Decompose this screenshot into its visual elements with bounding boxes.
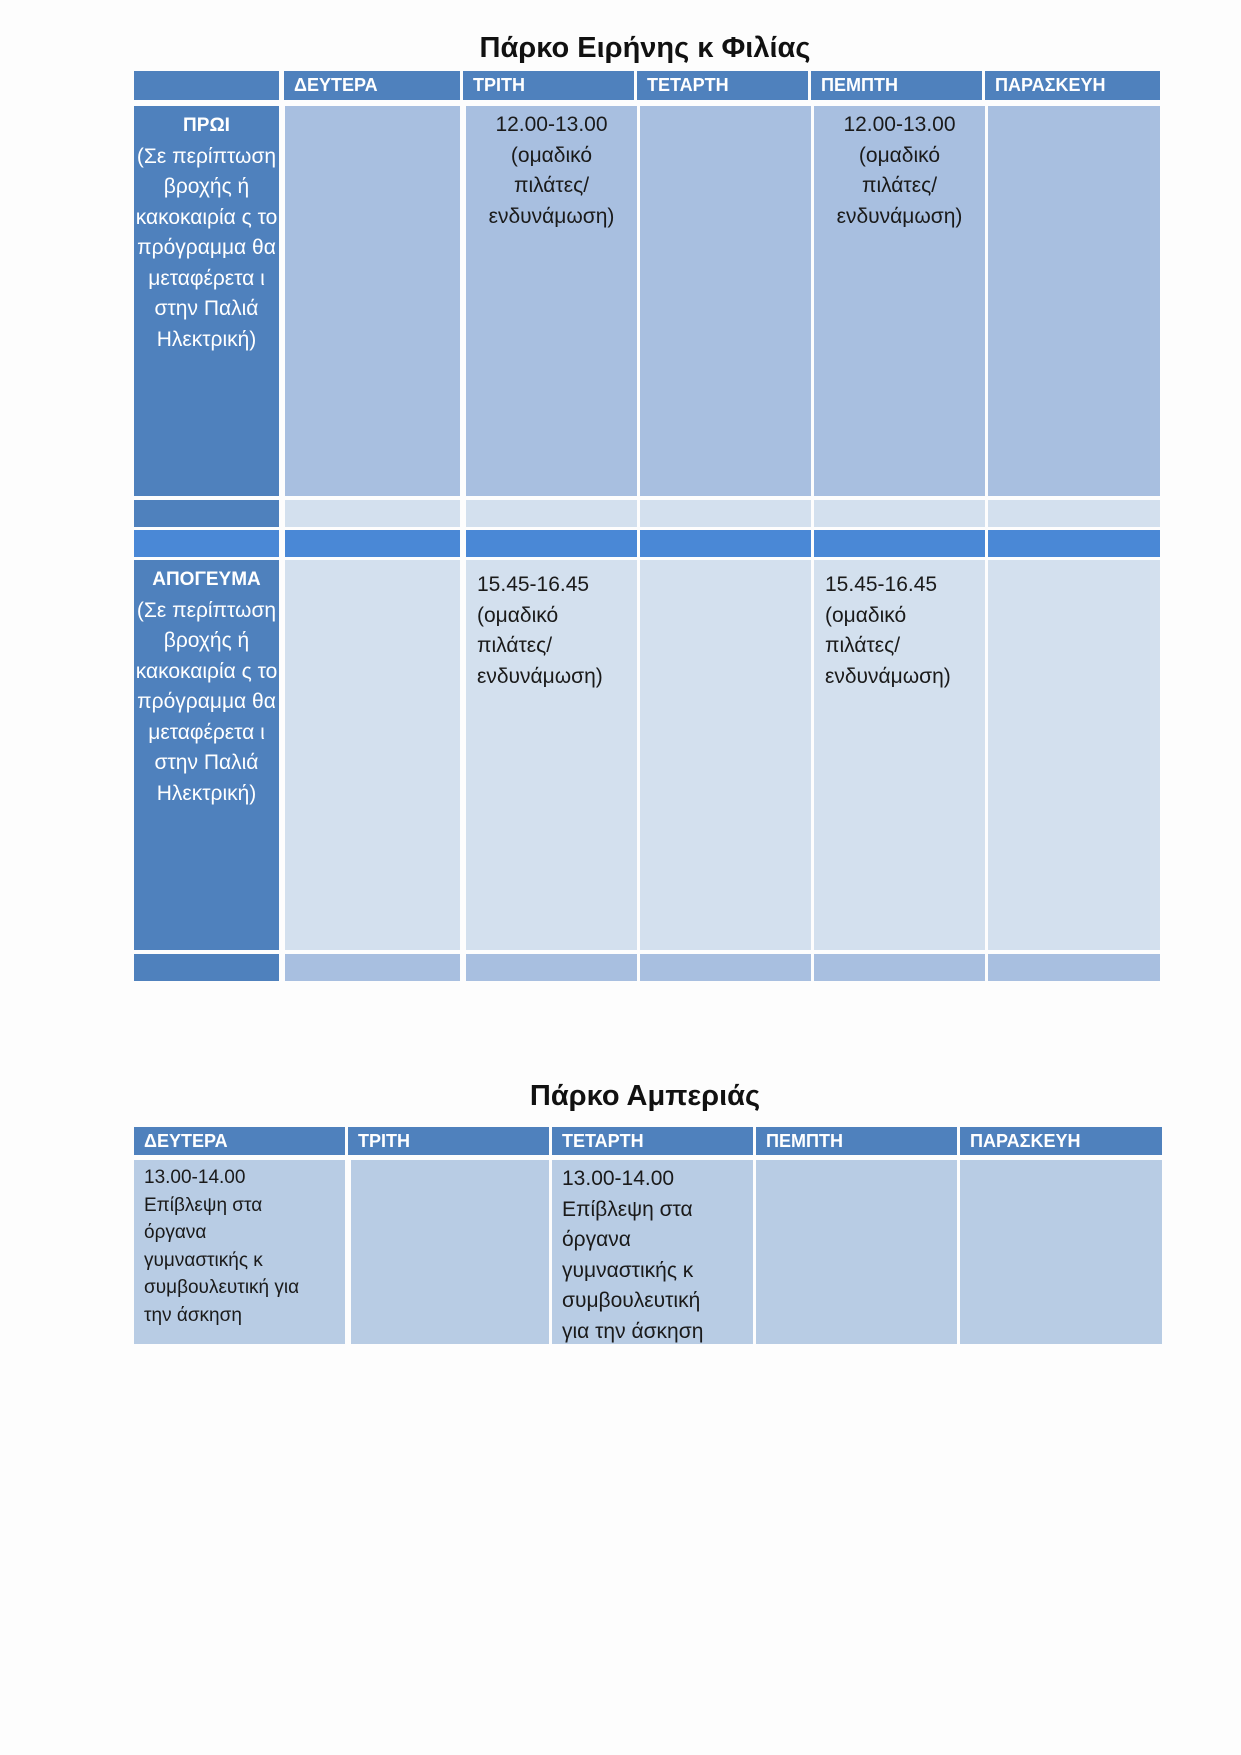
spacer-cell	[285, 500, 460, 527]
header-day-wed: ΤΕΤΑΡΤΗ	[637, 71, 808, 100]
afternoon-label: ΑΠΟΓΕΥΜΑ	[152, 569, 261, 590]
morning-wed-cell	[640, 106, 811, 496]
divider-cell	[814, 530, 985, 557]
divider-cell	[466, 530, 637, 557]
divider-cell	[988, 530, 1160, 557]
header-day-mon: ΔΕΥΤΕΡΑ	[284, 71, 460, 100]
morning-fri-cell	[988, 106, 1160, 496]
bottom-cell	[814, 954, 985, 981]
afternoon-note: (Σε περίπτωση βροχής ή κακοκαιρία ς το πρόγραμμα θα μεταφέρετα ι στην Παλιά Ηλεκτρική)	[135, 598, 278, 805]
bottom-cell	[988, 954, 1160, 981]
spacer-cell	[640, 500, 811, 527]
park2-thu-cell	[756, 1160, 957, 1344]
morning-label: ΠΡΩΙ	[183, 115, 230, 136]
bottom-label	[134, 954, 279, 981]
afternoon-mon-cell	[285, 560, 460, 950]
morning-mon-cell	[285, 106, 460, 496]
park2-header-thu: ΠΕΜΠΤΗ	[756, 1127, 957, 1155]
morning-tue-cell: 12.00-13.00 (ομαδικό πιλάτες/ ενδυνάμωση)	[466, 106, 637, 496]
divider-cell	[640, 530, 811, 557]
afternoon-tue-cell: 15.45-16.45 (ομαδικό πιλάτες/ ενδυνάμωση)	[466, 560, 637, 950]
park2-header-wed: ΤΕΤΑΡΤΗ	[552, 1127, 753, 1155]
afternoon-thu-cell: 15.45-16.45 (ομαδικό πιλάτες/ ενδυνάμωση)	[814, 560, 985, 950]
divider-cell	[285, 530, 460, 557]
bottom-cell	[466, 954, 637, 981]
park2-fri-cell	[960, 1160, 1162, 1344]
row-label-afternoon	[134, 560, 279, 950]
spacer-cell	[466, 500, 637, 527]
header-day-tue: ΤΡΙΤΗ	[463, 71, 634, 100]
row-label-morning	[134, 106, 279, 496]
header-day-fri: ΠΑΡΑΣΚΕΥΗ	[985, 71, 1160, 100]
spacer-cell	[814, 500, 985, 527]
park2-header-mon: ΔΕΥΤΕΡΑ	[134, 1127, 345, 1155]
park2-wed-cell: 13.00-14.00 Επίβλεψη στα όργανα γυμναστικής κ συμβουλευτική για την άσκηση	[552, 1160, 753, 1344]
park2-mon-cell: 13.00-14.00 Επίβλεψη στα όργανα γυμναστικής κ συμβουλευτική για την άσκηση	[134, 1160, 345, 1344]
header-corner	[134, 71, 279, 100]
afternoon-wed-cell	[640, 560, 811, 950]
park2-header-fri: ΠΑΡΑΣΚΕΥΗ	[960, 1127, 1162, 1155]
morning-note: (Σε περίπτωση βροχής ή κακοκαιρία ς το πρόγραμμα θα μεταφέρετα ι στην Παλιά Ηλεκτρική)	[135, 144, 278, 351]
morning-thu-cell: 12.00-13.00 (ομαδικό πιλάτες/ ενδυνάμωση)	[814, 106, 985, 496]
park2-title: Πάρκο Αμπεριάς	[529, 1080, 761, 1112]
park2-tue-cell	[351, 1160, 549, 1344]
divider-label	[134, 530, 279, 557]
bottom-cell	[640, 954, 811, 981]
bottom-cell	[285, 954, 460, 981]
afternoon-fri-cell	[988, 560, 1160, 950]
spacer-label-1	[134, 500, 279, 527]
spacer-cell	[988, 500, 1160, 527]
park1-title: Πάρκο Ειρήνης κ Φιλίας	[479, 32, 811, 64]
header-day-thu: ΠΕΜΠΤΗ	[811, 71, 982, 100]
park2-header-tue: ΤΡΙΤΗ	[348, 1127, 549, 1155]
